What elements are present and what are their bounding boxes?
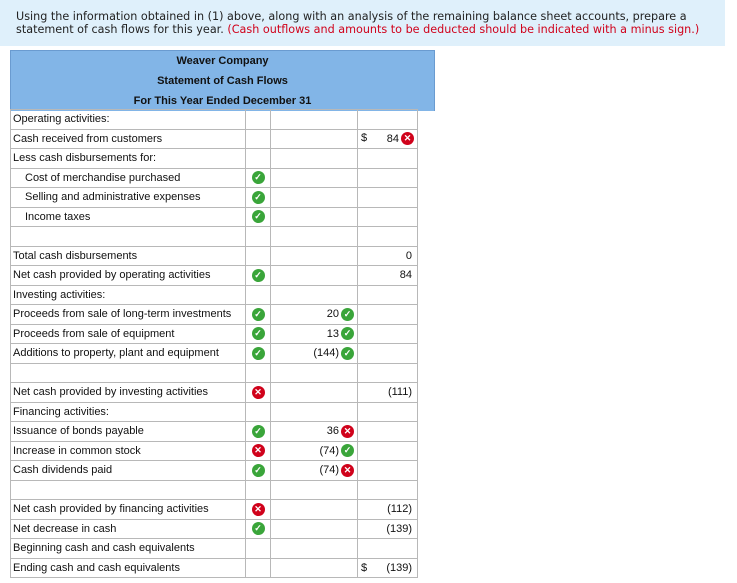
row-label[interactable] — [11, 363, 246, 383]
correct-icon: ✓ — [252, 269, 265, 282]
total-input[interactable] — [358, 539, 418, 559]
total-input[interactable]: $ 84 ✕ — [358, 129, 418, 149]
correct-icon: ✓ — [252, 327, 265, 340]
table-row — [11, 539, 418, 559]
row-label[interactable]: Operating activities: — [11, 110, 246, 130]
correct-icon: ✓ — [252, 191, 265, 204]
instructions-panel — [0, 0, 725, 46]
instructions-note: (Cash outflows and amounts to be deducted should be indicated with a minus sign.) — [227, 23, 700, 36]
amount-input[interactable] — [271, 246, 358, 266]
row-label[interactable]: Proceeds from sale of equipment — [11, 324, 246, 344]
amount-input[interactable] — [271, 110, 358, 130]
amount-input[interactable] — [271, 402, 358, 422]
table-row — [11, 422, 418, 442]
company-name: Weaver Company — [176, 55, 269, 67]
total-input[interactable] — [358, 149, 418, 169]
table-row — [11, 168, 418, 188]
table-row — [11, 227, 418, 247]
table-row — [11, 363, 418, 383]
amount-input[interactable] — [271, 363, 358, 383]
dollar-sign: $ — [361, 132, 368, 145]
amount-input[interactable] — [271, 149, 358, 169]
row-label[interactable] — [11, 480, 246, 500]
total-input[interactable]: (111) — [358, 383, 418, 403]
table-row — [11, 266, 418, 286]
table-row — [11, 344, 418, 364]
amount-input[interactable] — [271, 129, 358, 149]
total-input[interactable] — [358, 207, 418, 227]
total-input[interactable] — [358, 305, 418, 325]
row-label[interactable] — [11, 227, 246, 247]
incorrect-icon: ✕ — [252, 386, 265, 399]
row-label[interactable]: Ending cash and cash equivalents — [11, 558, 246, 578]
amount-input[interactable]: 36 ✕ — [271, 422, 358, 442]
total-input[interactable] — [358, 324, 418, 344]
total-input[interactable] — [358, 441, 418, 461]
amount-input[interactable]: 13 ✓ — [271, 324, 358, 344]
row-label[interactable]: Net decrease in cash — [11, 519, 246, 539]
table-row — [11, 129, 418, 149]
total-input[interactable]: (139) — [358, 519, 418, 539]
row-label[interactable]: Net cash provided by investing activities — [11, 383, 246, 403]
correct-icon: ✓ — [252, 308, 265, 321]
correct-icon: ✓ — [252, 425, 265, 438]
amount-input[interactable] — [271, 383, 358, 403]
total-input[interactable] — [358, 110, 418, 130]
incorrect-icon: ✕ — [341, 464, 354, 477]
row-label[interactable]: Selling and administrative expenses — [11, 188, 246, 208]
row-label[interactable]: Less cash disbursements for: — [11, 149, 246, 169]
row-label[interactable]: Increase in common stock — [11, 441, 246, 461]
correct-icon: ✓ — [341, 327, 354, 340]
incorrect-icon: ✕ — [401, 132, 414, 145]
table-row — [11, 207, 418, 227]
amount-input[interactable]: 20 ✓ — [271, 305, 358, 325]
incorrect-icon: ✕ — [341, 425, 354, 438]
total-input[interactable] — [358, 363, 418, 383]
total-input[interactable] — [358, 285, 418, 305]
total-input[interactable] — [358, 344, 418, 364]
amount-input[interactable] — [271, 558, 358, 578]
total-input[interactable]: 0 — [358, 246, 418, 266]
amount-input[interactable]: (144) ✓ — [271, 344, 358, 364]
total-input[interactable] — [358, 480, 418, 500]
instructions-text: Using the information obtained in (1) above, along with an analysis of the remaining balance sheet accounts, prepare a statement of cash flows for this year. — [16, 10, 687, 36]
total-input[interactable]: 84 — [358, 266, 418, 286]
row-label[interactable]: Net cash provided by financing activities — [11, 500, 246, 520]
table-row — [11, 500, 418, 520]
total-input[interactable] — [358, 422, 418, 442]
statement-title: Statement of Cash Flows — [157, 75, 288, 87]
table-row — [11, 324, 418, 344]
row-label[interactable]: Cash dividends paid — [11, 461, 246, 481]
total-input[interactable]: (112) — [358, 500, 418, 520]
statement-header — [10, 50, 435, 111]
table-row — [11, 149, 418, 169]
correct-icon: ✓ — [252, 171, 265, 184]
amount-input[interactable] — [271, 500, 358, 520]
amount-input[interactable] — [271, 207, 358, 227]
amount-input[interactable] — [271, 168, 358, 188]
amount-input[interactable] — [271, 285, 358, 305]
amount-input[interactable] — [271, 188, 358, 208]
row-label[interactable]: Additions to property, plant and equipment — [11, 344, 246, 364]
correct-icon: ✓ — [341, 308, 354, 321]
row-label[interactable]: Financing activities: — [11, 402, 246, 422]
table-row — [11, 558, 418, 578]
table-row — [11, 246, 418, 266]
amount-input[interactable] — [271, 519, 358, 539]
total-input[interactable] — [358, 461, 418, 481]
table-row — [11, 519, 418, 539]
row-label[interactable]: Beginning cash and cash equivalents — [11, 539, 246, 559]
table-row — [11, 383, 418, 403]
amount-input[interactable] — [271, 539, 358, 559]
row-label[interactable]: Investing activities: — [11, 285, 246, 305]
incorrect-icon: ✕ — [252, 503, 265, 516]
row-label[interactable]: Income taxes — [11, 207, 246, 227]
row-label[interactable]: Total cash disbursements — [11, 246, 246, 266]
table-row — [11, 188, 418, 208]
table-row — [11, 285, 418, 305]
amount-input[interactable] — [271, 227, 358, 247]
amount-input[interactable] — [271, 480, 358, 500]
table-row — [11, 305, 418, 325]
total-input[interactable] — [358, 168, 418, 188]
correct-icon: ✓ — [341, 347, 354, 360]
row-label[interactable]: Net cash provided by operating activities — [11, 266, 246, 286]
statement-period: For This Year Ended December 31 — [133, 95, 312, 107]
correct-icon: ✓ — [252, 464, 265, 477]
amount-input[interactable]: (74) ✕ — [271, 461, 358, 481]
total-input[interactable] — [358, 188, 418, 208]
dollar-sign: $ — [361, 561, 368, 574]
table-row — [11, 441, 418, 461]
table-row — [11, 110, 418, 130]
row-label[interactable]: Cost of merchandise purchased — [11, 168, 246, 188]
correct-icon: ✓ — [341, 444, 354, 457]
amount-input[interactable] — [271, 266, 358, 286]
total-input[interactable] — [358, 227, 418, 247]
table-row — [11, 461, 418, 481]
table-row — [11, 402, 418, 422]
total-input[interactable]: $ (139) — [358, 558, 418, 578]
row-label[interactable]: Proceeds from sale of long-term investments — [11, 305, 246, 325]
correct-icon: ✓ — [252, 210, 265, 223]
amount-input[interactable]: (74) ✓ — [271, 441, 358, 461]
cash-flow-table — [10, 109, 418, 578]
correct-icon: ✓ — [252, 347, 265, 360]
total-input[interactable] — [358, 402, 418, 422]
row-label[interactable]: Issuance of bonds payable — [11, 422, 246, 442]
correct-icon: ✓ — [252, 522, 265, 535]
table-row — [11, 480, 418, 500]
row-label[interactable]: Cash received from customers — [11, 129, 246, 149]
incorrect-icon: ✕ — [252, 444, 265, 457]
